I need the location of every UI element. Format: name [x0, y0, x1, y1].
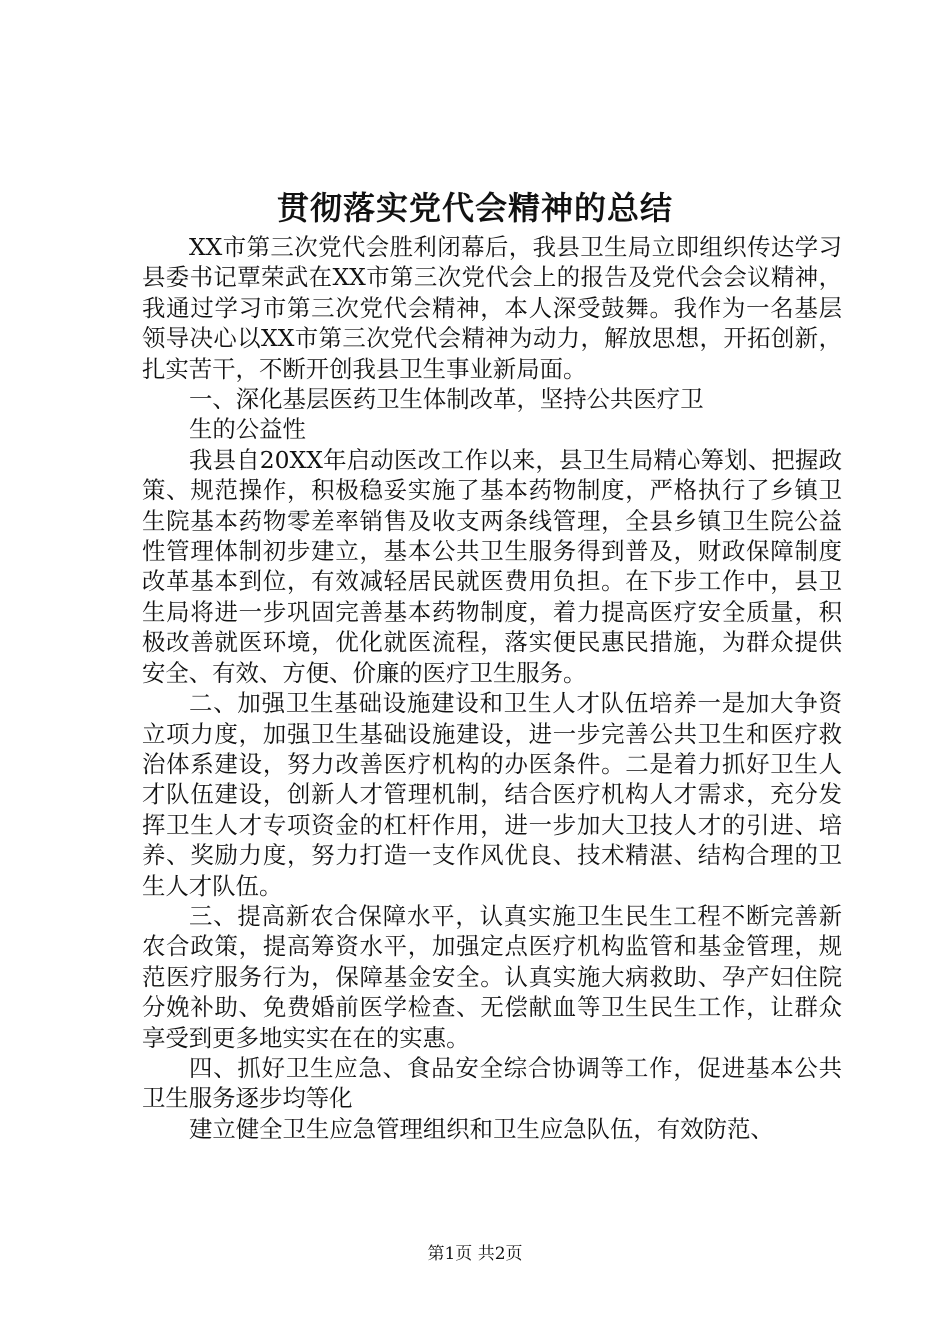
paragraph-intro: XX市第三次党代会胜利闭幕后，我县卫生局立即组织传达学习县委书记覃荣武在XX市第三次党代会上的报告及党代会会议精神，我通过学习市第三次党代会精神，本人深受鼓舞。我作为一名基层领导决心以XX市第三次党代会精神为动力，解放思想，开拓创新，扎实苦干，不断开创我县卫生事业新局面。 — [142, 233, 842, 383]
paragraph-section-4: 建立健全卫生应急管理组织和卫生应急队伍，有效防范、 — [189, 1114, 774, 1143]
page-number-footer: 第1页 共2页 — [427, 1244, 523, 1264]
document-body — [142, 232, 842, 1144]
paragraph-section-2: 二、加强卫生基础设施建设和卫生人才队伍培养一是加大争资立项力度，加强卫生基础设施建设，进一步完善公共卫生和医疗救治体系建设，努力改善医疗机构的办医条件。二是着力抓好卫生人才队伍建设，创新人才管理机制，结合医疗机构人才需求，充分发挥卫生人才专项资金的杠杆作用，进一步加大卫技人才的引进、培养、奖励力度，努力打造一支作风优良、技术精湛、结构合理的卫生人才队伍。 — [142, 689, 842, 900]
paragraph-section-3: 三、提高新农合保障水平，认真实施卫生民生工程不断完善新农合政策，提高筹资水平，加强定点医疗机构监管和基金管理，规范医疗服务行为，保障基金安全。认真实施大病救助、孕产妇住院分娩补助、免费婚前医学检查、无偿献血等卫生民生工作，让群众享受到更多地实实在在的实惠。 — [142, 901, 842, 1052]
section-heading-4: 四、抓好卫生应急、食品安全综合协调等工作，促进基本公共卫生服务逐步均等化 — [142, 1053, 842, 1113]
section-heading-1b: 生的公益性 — [189, 415, 306, 444]
section-heading-1a: 一、深化基层医药卫生体制改革，坚持公共医疗卫 — [189, 385, 704, 414]
paragraph-section-1: 我县自20XX年启动医改工作以来，县卫生局精心筹划、把握政策、规范操作，积极稳妥实施了基本药物制度，严格执行了乡镇卫生院基本药物零差率销售及收支两条线管理，全县乡镇卫生院公益性管理体制初步建立，基本公共卫生服务得到普及，财政保障制度改革基本到位，有效减轻居民就医费用负担。在下步工作中，县卫生局将进一步巩固完善基本药物制度，着力提高医疗安全质量，积极改善就医环境，优化就医流程，落实便民惠民措施，为群众提供安全、有效、方便、价廉的医疗卫生服务。 — [142, 445, 842, 687]
document-title: 贯彻落实党代会精神的总结 — [276, 189, 673, 227]
